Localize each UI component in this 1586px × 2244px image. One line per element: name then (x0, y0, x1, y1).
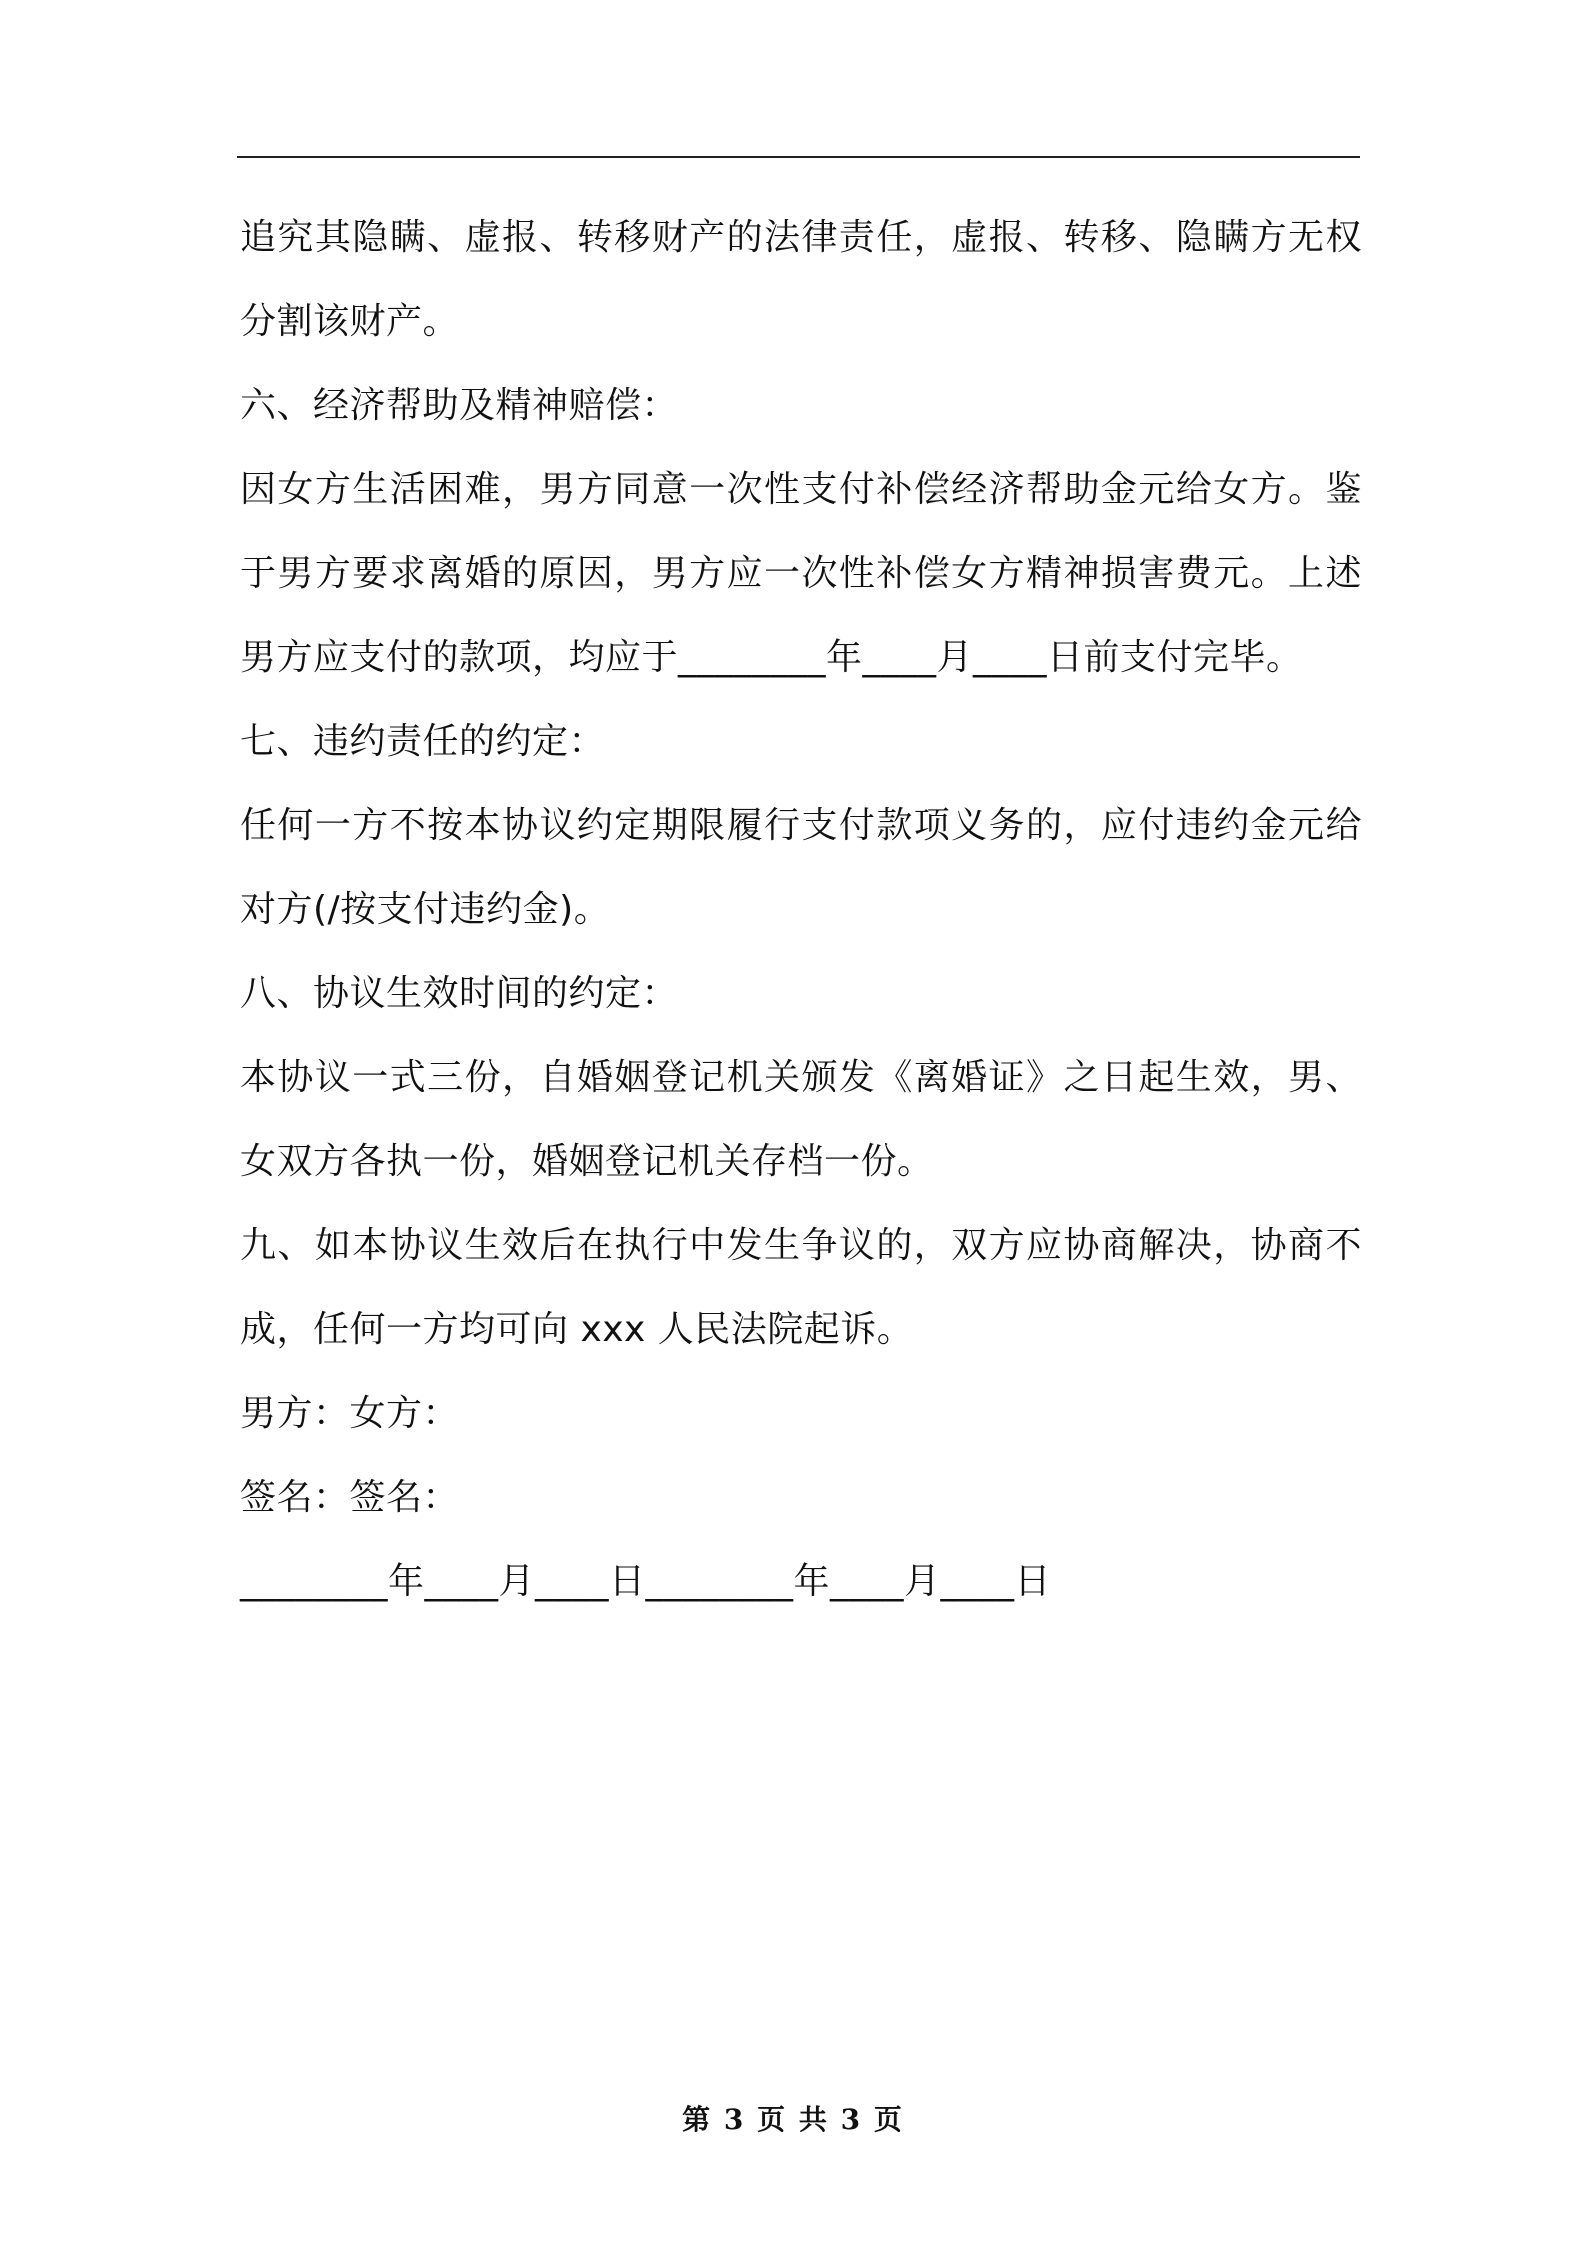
paragraph-line: 任何一方不按本协议约定期限履行支付款项义务的，应付违约金元给 (240, 805, 1362, 846)
section-heading: 七、违约责任的约定： (240, 721, 606, 762)
paragraph-line: 对方(/按支付违约金)。 (240, 889, 611, 930)
paragraph-line: 女双方各执一份，婚姻登记机关存档一份。 (240, 1141, 934, 1182)
paragraph-line: 九、如本协议生效后在执行中发生争议的，双方应协商解决，协商不 (240, 1225, 1362, 1266)
section-heading: 八、协议生效时间的约定： (240, 973, 679, 1014)
document-body (240, 196, 1365, 1624)
paragraph-line: 于男方要求离婚的原因，男方应一次性补偿女方精神损害费元。上述 (240, 553, 1362, 594)
paragraph-line: 本协议一式三份，自婚姻登记机关颁发《离婚证》之日起生效，男、 (240, 1057, 1362, 1098)
paragraph-line: 因女方生活困难，男方同意一次性支付补偿经济帮助金元给女方。鉴 (240, 469, 1362, 510)
paragraph-line: 分割该财产。 (240, 301, 460, 342)
section-heading: 六、经济帮助及精神赔偿： (240, 385, 679, 426)
paragraph-line: 成，任何一方均可向 xxx 人民法院起诉。 (240, 1309, 914, 1350)
page-number: 第 3 页 共 3 页 (682, 2103, 904, 2136)
signature-label: 签名：签名： (240, 1477, 460, 1518)
paragraph-line: 追究其隐瞒、虚报、转移财产的法律责任，虚报、转移、隐瞒方无权 (240, 217, 1362, 258)
signature-parties: 男方：女方： (240, 1393, 460, 1434)
header-rule (237, 156, 1360, 158)
signature-date-line: ________年____月____日________年____月____日 (240, 1561, 1051, 1602)
paragraph-line: 男方应支付的款项，均应于________年____月____日前支付完毕。 (240, 637, 1303, 678)
